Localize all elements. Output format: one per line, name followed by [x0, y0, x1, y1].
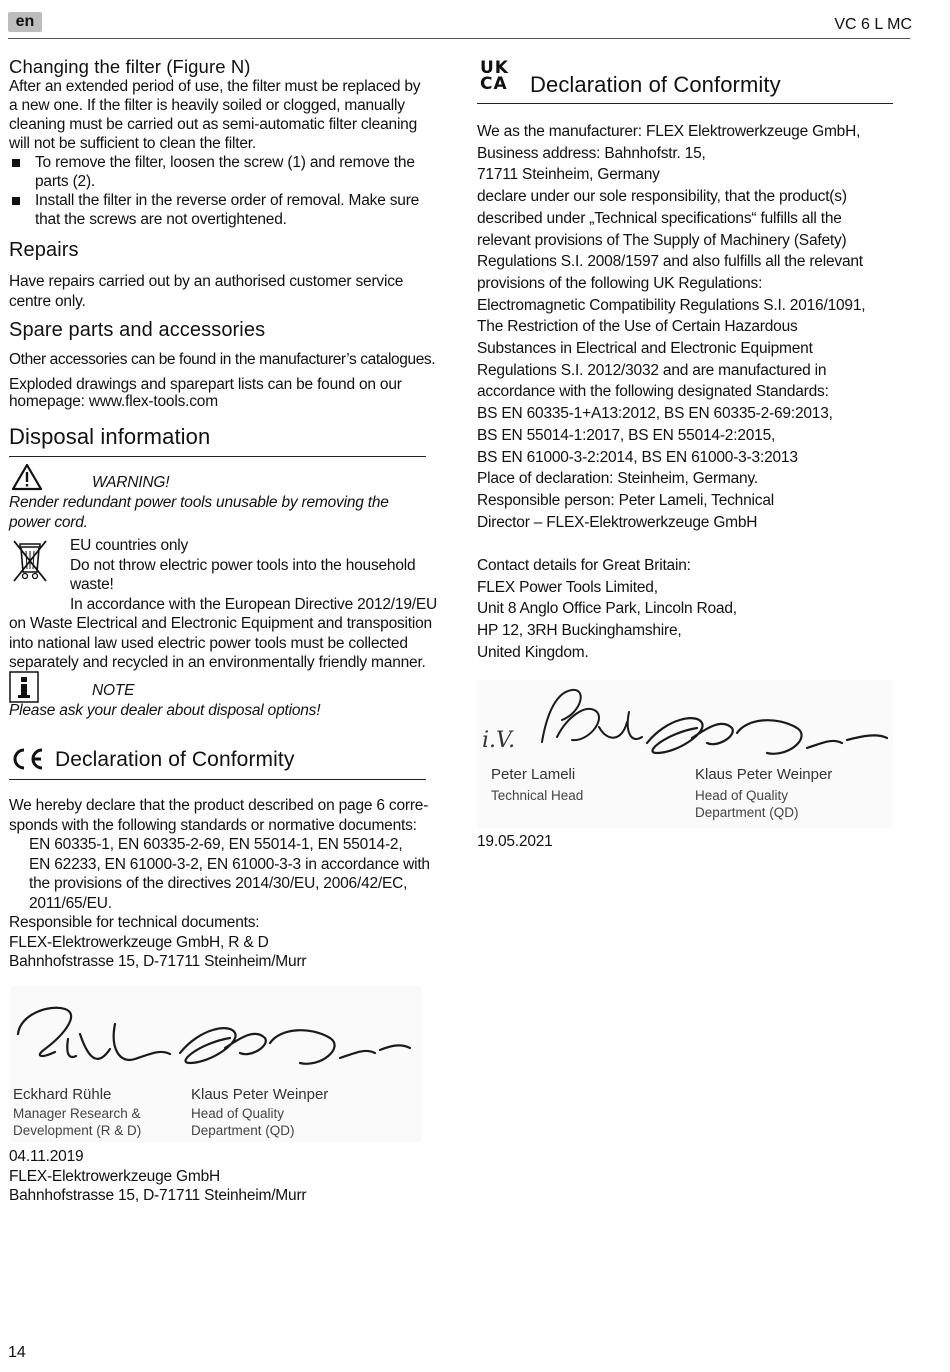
spare-parts-text-1: Other accessories can be found in the manufacturer’s catalogues.	[9, 351, 436, 368]
signer-2-name: Klaus Peter Weinper	[695, 766, 833, 783]
ce-signature-block	[10, 986, 422, 1142]
text-line: Electromagnetic Compatibility Regulations S.I. 2016/1091,	[477, 296, 866, 314]
signer-2-name: Klaus Peter Weinper	[191, 1086, 329, 1103]
ukca-declaration-date: 19.05.2021	[477, 833, 553, 850]
text-line: described under „Technical specifications“ fulfills all the	[477, 209, 842, 227]
text-line: Department (QD)	[191, 1123, 295, 1138]
signer-1-role	[13, 1105, 141, 1139]
text-line: into national law used electric power tools must be collected	[9, 634, 408, 652]
text-line: the provisions of the directives 2014/30/EU, 2006/42/EC,	[29, 875, 408, 892]
text-line: Development (R & D)	[13, 1123, 142, 1138]
text-line: cleaning must be carried out as semi-automatic filter cleaning	[9, 116, 418, 133]
text-line: Head of Quality	[191, 1106, 285, 1121]
text-line: Department (QD)	[695, 805, 799, 820]
signer-2-role	[695, 787, 799, 821]
ce-declaration-footer	[9, 1147, 449, 1206]
signer-1-role: Technical Head	[491, 788, 584, 803]
page-number: 14	[8, 1344, 26, 1361]
text-line: EU countries only	[70, 537, 189, 554]
text-line: FLEX Power Tools Limited,	[477, 578, 658, 596]
ukca-mark-icon	[480, 60, 509, 92]
text-line: Responsible for technical documents:	[9, 914, 260, 931]
ukca-declaration-heading: Declaration of Conformity	[530, 72, 781, 97]
signer-1-name: Peter Lameli	[491, 766, 576, 783]
text-line: Have repairs carried out by an authorised customer service	[9, 273, 404, 290]
language-badge: en	[8, 12, 42, 32]
text-line: Unit 8 Anglo Office Park, Lincoln Road,	[477, 600, 737, 618]
disposal-rule	[9, 456, 426, 457]
signature-weinper-image	[170, 1008, 420, 1078]
text-line: power cord.	[9, 513, 88, 531]
text-line: We hereby declare that the product described on page 6 corre-	[9, 797, 429, 814]
text-line: EN 60335-1, EN 60335-2-69, EN 55014-1, EN 55014-2,	[29, 836, 403, 853]
ce-mark-icon	[9, 747, 45, 771]
ce-declaration-heading: Declaration of Conformity	[55, 748, 295, 771]
eu-disposal-text	[70, 536, 450, 614]
text-line: Exploded drawings and sparepart lists can be found on our	[9, 376, 402, 393]
text-line: relevant provisions of The Supply of Machinery (Safety)	[477, 231, 847, 249]
filter-heading: Changing the filter (Figure N)	[9, 56, 251, 77]
gb-contact-details	[477, 555, 917, 664]
text-line: accordance with the following designated Standards:	[477, 383, 829, 401]
text-line: EN 62233, EN 61000-3-2, EN 61000-3-3 in accordance with	[29, 855, 430, 873]
signature-weinper-image	[637, 698, 893, 768]
text-line: Manager Research &	[13, 1106, 141, 1121]
note-text: Please ask your dealer about disposal options!	[9, 702, 321, 719]
ce-standards-list	[9, 835, 454, 913]
text-line: Regulations S.I. 2012/3032 and are manufactured in	[477, 361, 827, 379]
eu-disposal-text-cont	[9, 614, 454, 673]
ukca-top: UK	[480, 58, 509, 78]
signer-1-name: Eckhard Rühle	[13, 1086, 112, 1103]
text-line: Do not throw electric power tools into the household	[70, 556, 416, 574]
text-line: BS EN 55014-1:2017, BS EN 55014-2:2015,	[477, 426, 776, 444]
left-column	[9, 56, 449, 229]
text-line: Director – FLEX-Elektrowerkzeuge GmbH	[477, 513, 758, 531]
text-line: provisions of the following UK Regulations:	[477, 274, 763, 292]
text-line: The Restriction of the Use of Certain Hazardous	[477, 318, 798, 336]
text-line: declare under our sole responsibility, that the product(s)	[477, 188, 847, 206]
note-label: NOTE	[92, 682, 135, 699]
filter-bullet-remove	[9, 153, 449, 191]
repairs-paragraph	[9, 272, 449, 311]
text-line: Bahnhofstrasse 15, D-71711 Steinheim/Murr	[9, 1187, 307, 1204]
signature-ruehle-image	[10, 994, 180, 1074]
text-line: Contact details for Great Britain:	[477, 557, 691, 574]
text-line: After an extended period of use, the filter must be replaced by	[9, 78, 421, 95]
ukca-declaration-text	[477, 121, 917, 533]
warning-icon	[11, 463, 43, 491]
text-line: Render redundant power tools unusable by removing the	[9, 494, 389, 511]
crossed-out-bin-icon	[10, 538, 50, 584]
warning-label: WARNING!	[92, 474, 170, 491]
text-line: centre only.	[9, 292, 86, 310]
text-line: Head of Quality	[695, 788, 789, 803]
text-line: Business address: Bahnhofstr. 15,	[477, 144, 706, 162]
repairs-heading: Repairs	[9, 239, 79, 261]
ukca-signature-block	[477, 680, 893, 828]
text-line: United Kingdom.	[477, 643, 589, 661]
text-line: Substances in Electrical and Electronic Equipment	[477, 340, 813, 358]
signature-prefix: i.V.	[482, 728, 516, 753]
text-line: Install the filter in the reverse order of removal. Make sure	[35, 192, 420, 209]
text-line: We as the manufacturer: FLEX Elektrowerkzeuge GmbH,	[477, 123, 861, 140]
filter-bullet-install	[9, 191, 449, 229]
ce-declaration-rule	[9, 779, 426, 780]
ukca-declaration-rule	[477, 103, 893, 104]
text-line: HP 12, 3RH Buckinghamshire,	[477, 622, 682, 640]
text-line: will not be sufficient to clean the filter.	[9, 135, 257, 152]
text-line: on Waste Electrical and Electronic Equipment and transposition	[9, 615, 432, 632]
text-line: In accordance with the European Directive 2012/19/EU	[70, 595, 437, 613]
text-line: Place of declaration: Steinheim, Germany.	[477, 470, 758, 488]
spare-parts-text-2	[9, 376, 449, 410]
text-line: a new one. If the filter is heavily soiled or clogged, manually	[9, 97, 405, 114]
text-line: waste!	[70, 576, 114, 593]
disposal-heading: Disposal information	[9, 424, 211, 449]
text-line: BS EN 60335-1+A13:2012, BS EN 60335-2-69:2013,	[477, 405, 833, 423]
signer-2-role	[191, 1105, 295, 1139]
warning-text	[9, 493, 449, 532]
header-divider	[8, 38, 910, 39]
text-line: separately and recycled in an environmentally friendly manner.	[9, 654, 426, 671]
signature-lameli-image	[527, 682, 647, 762]
text-line: parts (2).	[35, 173, 96, 190]
text-line: 04.11.2019	[9, 1148, 84, 1165]
spare-parts-heading: Spare parts and accessories	[9, 319, 266, 341]
text-line: 71711 Steinheim, Germany	[477, 166, 660, 184]
text-line: To remove the filter, loosen the screw (1) and remove the	[35, 154, 415, 171]
text-line: Responsible person: Peter Lameli, Technical	[477, 491, 774, 509]
model-name: VC 6 L MC	[834, 16, 912, 33]
filter-paragraph	[9, 77, 449, 153]
text-line: FLEX-Elektrowerkzeuge GmbH	[9, 1167, 221, 1185]
text-line: BS EN 61000-3-2:2014, BS EN 61000-3-3:2013	[477, 448, 798, 466]
text-line: sponds with the following standards or normative documents:	[9, 816, 417, 834]
text-line: Bahnhofstrasse 15, D-71711 Steinheim/Murr	[9, 953, 307, 970]
text-line: homepage: www.flex-tools.com	[9, 393, 218, 410]
text-line: Regulations S.I. 2008/1597 and also fulfills all the relevant	[477, 253, 863, 271]
ce-declaration-text	[9, 796, 454, 972]
ukca-bottom: CA	[480, 74, 508, 94]
info-icon	[9, 671, 39, 703]
text-line: that the screws are not overtightened.	[35, 211, 287, 228]
text-line: 2011/65/EU.	[29, 894, 112, 912]
text-line: FLEX-Elektrowerkzeuge GmbH, R & D	[9, 933, 269, 951]
